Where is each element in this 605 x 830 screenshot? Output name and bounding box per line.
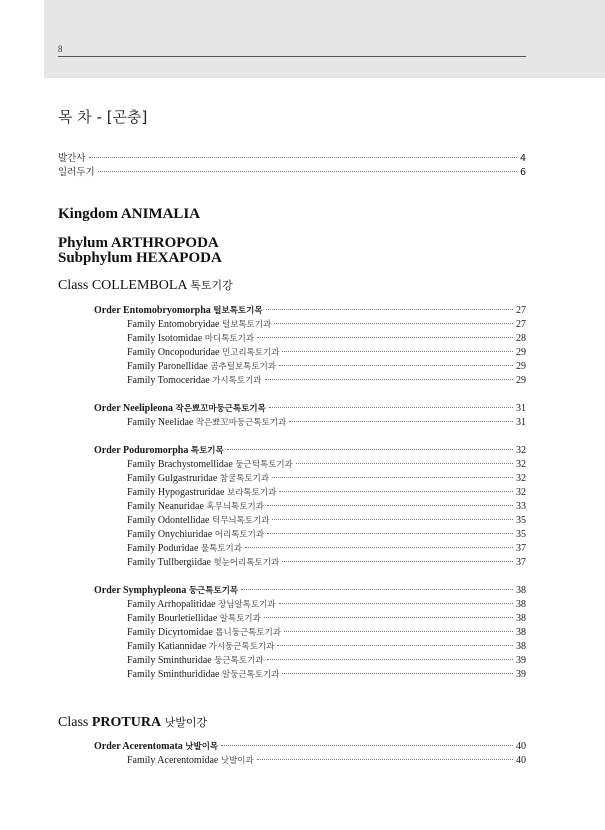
korean-name: 곰추털보톡토기과 [210,362,277,372]
toc-title: 목 차 - [곤충] [58,108,148,126]
toc-entry-page: 31 [516,417,526,428]
subphylum-heading: Subphylum HEXAPODA [58,250,222,266]
scientific-name: Family Odontellidae [127,515,210,526]
leader-dots [267,505,513,506]
toc-family-entry[interactable] [127,346,526,358]
korean-name: 낫발이과 [220,756,254,766]
toc-entry-label [94,304,263,316]
korean-name: 가시둥근톡토기과 [208,642,275,652]
toc-entry-page: 32 [516,487,526,498]
leader-dots [257,759,513,760]
toc-entry-page: 32 [516,445,526,456]
korean-name: 민고리톡토기과 [221,348,280,358]
class-prefix: Class [58,715,92,730]
toc-order-entry[interactable] [94,740,526,752]
leader-dots [265,379,514,380]
scientific-name: Order Neelipleona [94,403,173,414]
scientific-name: Family Entomobryidae [127,319,220,330]
scientific-name: Family Sminthurididae [127,669,220,680]
toc-family-entry[interactable] [127,640,526,652]
korean-name: 혹무늬톡토기과 [206,502,264,512]
leader-dots [296,463,513,464]
korean-name: 가시톡토기과 [212,376,262,386]
leader-dots [267,533,513,534]
toc-family-entry[interactable] [127,458,526,470]
toc-entry-label [127,754,254,766]
korean-name: 털보톡토기목 [213,306,263,316]
toc-entry-label [94,584,238,596]
toc-entry-label [127,332,254,344]
scientific-name: Family Paronellidae [127,361,208,372]
scientific-name: Family Poduridae [127,543,199,554]
class-korean-name: 낫발이강 [164,716,208,729]
toc-entry-label [94,402,266,414]
korean-name: 톡토기목 [190,446,224,456]
toc-entry-page: 38 [516,641,526,652]
scientific-name: Family Dicyrtomidae [127,627,213,638]
toc-entry-page: 29 [516,361,526,372]
toc-entry-label: 발간사 [58,153,86,164]
korean-name: 작은뾰꼬마둥근톡토기목 [175,404,266,414]
korean-name: 낫발이목 [185,742,219,752]
toc-entry-label [127,360,276,372]
class-heading-protura [58,714,207,731]
scientific-name: Family Sminthuridae [127,655,212,666]
leader-dots [241,589,513,590]
scientific-name: Order Poduromorpha [94,445,189,456]
leader-dots [279,491,513,492]
toc-entry-page: 37 [516,543,526,554]
toc-entry-label [127,598,276,610]
toc-family-entry[interactable] [127,332,526,344]
phylum-heading: Phylum ARTHROPODA [58,235,219,251]
toc-entry-label [127,346,279,358]
scientific-name: Family Isotomidae [127,333,203,344]
toc-entry-label [127,458,293,470]
leader-dots [264,617,513,618]
toc-family-entry[interactable] [127,556,526,568]
toc-entry-label [127,640,274,652]
scientific-name: Family Onychiuridae [127,529,213,540]
page-number: 8 [58,44,63,54]
toc-entry-label: 일러두기 [58,167,95,178]
leader-dots [272,477,513,478]
toc-entry-page: 35 [516,515,526,526]
scientific-name: Family Tomoceridae [127,375,210,386]
toc-family-entry[interactable] [127,528,526,540]
toc-family-entry[interactable] [127,486,526,498]
leader-dots [274,323,513,324]
scientific-name: Family Hypogastruridae [127,487,225,498]
leader-dots [282,561,513,562]
toc-entry-label [127,542,242,554]
toc-entry-page: 28 [516,333,526,344]
toc-entry-page: 39 [516,655,526,666]
scientific-name: Family Brachystomellidae [127,459,233,470]
header-rule [58,56,526,57]
toc-entry-page: 31 [516,403,526,414]
leader-dots [227,449,513,450]
toc-entry-page: 35 [516,529,526,540]
toc-entry-page: 4 [519,153,526,164]
toc-entry-page: 6 [519,167,526,178]
toc-entry-page: 29 [516,347,526,358]
toc-entry-label [127,500,264,512]
leader-dots [245,547,513,548]
toc-entry-page: 33 [516,501,526,512]
korean-name: 털보톡토기과 [222,320,272,330]
toc-family-entry[interactable] [127,668,526,680]
korean-name: 알둥근톡토기과 [222,670,280,680]
korean-name: 알톡토기과 [219,614,261,624]
leader-dots [269,407,513,408]
scientific-name: Family Gulgastruridae [127,473,218,484]
toc-family-entry[interactable] [127,360,526,372]
toc-family-entry[interactable] [127,500,526,512]
toc-entry-label [127,472,269,484]
korean-name: 참굴톡토기과 [219,474,270,484]
toc-entry-label [127,416,286,428]
korean-name: 마디톡토기과 [204,334,255,344]
toc-family-entry[interactable] [127,416,526,428]
toc-entry-label [94,740,218,752]
korean-name: 어리톡토기과 [214,530,265,540]
toc-entry-label [94,444,224,456]
korean-name: 헛눈어리톡토기과 [213,558,280,568]
korean-name: 물톡토기과 [200,544,242,554]
scientific-name: Family Katiannidae [127,641,207,652]
leader-dots [279,365,513,366]
leader-dots [279,603,513,604]
toc-entry-label [127,654,264,666]
toc-entry-page: 38 [516,585,526,596]
leader-dots [89,157,517,158]
toc-family-entry[interactable] [127,318,526,330]
toc-entry-preface[interactable] [58,150,526,164]
scientific-name: Family Neanuridae [127,501,204,512]
toc-entry-label [127,318,271,330]
toc-entry-page: 40 [516,741,526,752]
korean-name: 작은뾰꼬마둥근톡토기과 [195,418,287,428]
scientific-name: Order Symphypleona [94,585,187,596]
toc-family-entry[interactable] [127,654,526,666]
toc-family-entry[interactable] [127,374,526,386]
leader-dots [289,421,513,422]
toc-entry-page: 38 [516,627,526,638]
scientific-name: Family Tullbergiidae [127,557,211,568]
class-name: COLLEMBOLA [91,278,187,293]
leader-dots [282,351,513,352]
korean-name: 톱니둥근톡토기과 [215,628,282,638]
toc-order-entry[interactable] [94,402,526,414]
scientific-name: Family Acerentomidae [127,755,219,766]
toc-order-entry[interactable] [94,584,526,596]
korean-name: 둥근턱톡토기과 [235,460,293,470]
toc-entry-label [127,668,279,680]
toc-entry-page: 37 [516,557,526,568]
leader-dots [221,745,513,746]
class-name: PROTURA [91,715,162,730]
toc-entry-guide[interactable] [58,164,526,178]
leader-dots [267,659,514,660]
korean-name: 둥근톡토기목 [188,586,239,596]
korean-name: 틱무늬톡토기과 [212,516,270,526]
toc-entry-label [127,528,264,540]
scientific-name: Order Entomobryomorpha [94,305,211,316]
toc-entry-page: 29 [516,375,526,386]
scientific-name: Family Oncopoduridae [127,347,220,358]
class-korean-name: 톡토기강 [190,279,233,292]
toc-order-entry[interactable] [94,304,526,316]
toc-entry-label [127,514,269,526]
toc-order-entry[interactable] [94,444,526,456]
leader-dots [277,645,513,646]
toc-entry-page: 38 [516,599,526,610]
scientific-name: Family Bourletiellidae [127,613,218,624]
toc-family-entry[interactable] [127,598,526,610]
toc-entry-page: 32 [516,473,526,484]
toc-family-entry[interactable] [127,542,526,554]
class-prefix: Class [58,278,92,293]
toc-entry-page: 40 [516,755,526,766]
toc-family-entry[interactable] [127,612,526,624]
toc-entry-label [127,486,276,498]
toc-entry-label [127,612,261,624]
toc-entry-label [127,556,279,568]
header-band [44,0,605,78]
toc-family-entry[interactable] [127,514,526,526]
scientific-name: Family Arrhopalitidae [127,599,216,610]
toc-family-entry[interactable] [127,472,526,484]
toc-entry-page: 38 [516,613,526,624]
kingdom-heading: Kingdom ANIMALIA [58,206,201,222]
toc-entry-page: 32 [516,459,526,470]
class-heading-collembola [58,277,233,294]
leader-dots [284,631,513,632]
toc-entry-page: 39 [516,669,526,680]
leader-dots [282,673,513,674]
toc-entry-page: 27 [516,319,526,330]
scientific-name: Family Neelidae [127,417,194,428]
korean-name: 둥근톡토기과 [214,656,264,666]
scientific-name: Order Acerentomata [94,741,183,752]
leader-dots [272,519,513,520]
toc-family-entry[interactable] [127,754,526,766]
korean-name: 장님알톡토기과 [218,600,276,610]
korean-name: 보라톡토기과 [226,488,277,498]
toc-entry-label [127,626,281,638]
leader-dots [98,171,517,172]
toc-entry-page: 27 [516,305,526,316]
toc-family-entry[interactable] [127,626,526,638]
leader-dots [257,337,513,338]
toc-entry-label [127,374,262,386]
leader-dots [266,309,513,310]
